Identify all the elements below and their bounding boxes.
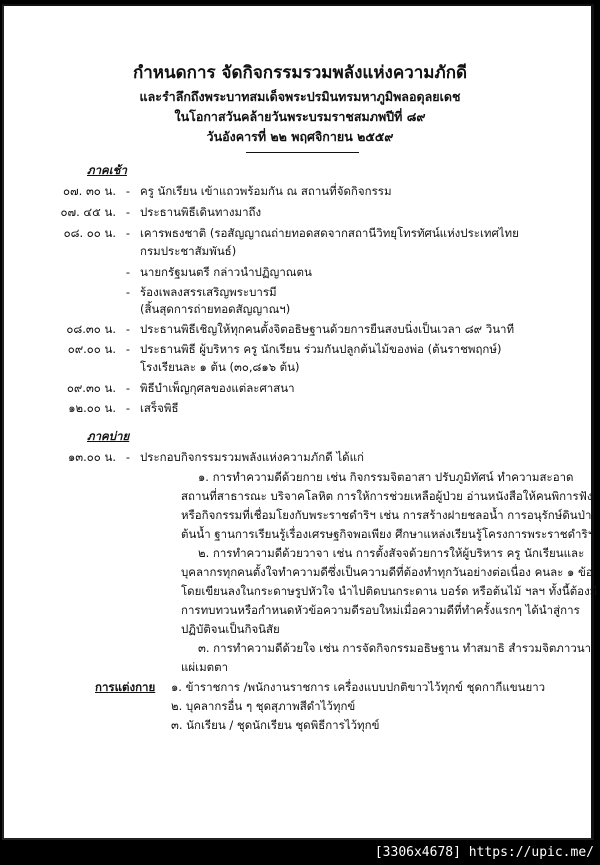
- schedule-text: เสร็จพิธี: [140, 401, 179, 415]
- afternoon-intro: ประกอบกิจกรรมรวมพลังแห่งความภักดี ได้แก่: [140, 450, 364, 464]
- schedule-text: ประธานพิธีเดินทางมาถึง: [140, 205, 262, 219]
- image-info-caption: [3306x4678] https://upic.me/: [374, 845, 594, 860]
- morning-heading: ภาคเช้า: [87, 163, 127, 177]
- subtitle-line-1: และรำลึกถึงพระบาทสมเด็จพระปรมินทรมหาภูมิพลอดุลยเดช: [139, 89, 461, 104]
- schedule-text: ร้องเพลงสรรเสริญพระบารมี: [140, 285, 277, 299]
- dress-heading: การแต่งกาย: [95, 680, 156, 694]
- schedule-text: โรงเรียนละ ๑ ต้น (๓๐,๘๑๖ ต้น): [140, 360, 300, 374]
- schedule-time: ๐๗. ๓๐ น.: [62, 184, 116, 198]
- activity-paragraph-line: แผ่เมตตา: [181, 660, 229, 674]
- schedule-text: นายกรัฐมนตรี กล่าวนำปฏิญาณตน: [140, 265, 312, 279]
- schedule-text: เคารพธงชาติ (รอสัญญาณถ่ายทอดสดจากสถานีวิทยุโทรทัศน์แห่งประเทศไทย: [140, 226, 519, 240]
- dash: -: [125, 450, 131, 464]
- dash: -: [125, 381, 131, 395]
- schedule-time: ๑๓.๐๐ น.: [67, 450, 116, 464]
- dash: -: [125, 342, 131, 356]
- dash: -: [125, 285, 131, 299]
- schedule-time: ๐๗. ๔๕ น.: [60, 205, 116, 219]
- afternoon-heading: ภาคบ่าย: [87, 429, 130, 443]
- schedule-time: ๐๘. ๐๐ น.: [63, 226, 116, 240]
- activity-paragraph-line: หรือกิจกรรมที่เชื่อมโยงกับพระราชดำริฯ เช่น การสร้างฝายชลอน้ำ การอนุรักษ์ดินป่า: [181, 508, 592, 522]
- activity-paragraph-line: โดยเขียนลงในกระดาษรูปหัวใจ นำไปติดบนกระดาน บอร์ด หรือต้นไม้ ฯลฯ ทั้งนี้ต้องมี: [181, 584, 598, 598]
- title-underline: [246, 152, 359, 153]
- activity-paragraph-line: ปฏิบัติจนเป็นกิจนิสัย: [181, 622, 280, 636]
- subtitle-line-2: ในโอกาสวันคล้ายวันพระบรมราชสมภพปีที่ ๘๙: [174, 109, 426, 124]
- dress-item: ๒. บุคลากรอื่น ๆ ชุดสุภาพสีดำไว้ทุกข์: [171, 699, 356, 713]
- activity-paragraph-line: บุคลากรทุกคนตั้งใจทำความดีซึ่งเป็นความดีที่ต้องทำทุกวันอย่างต่อเนื่อง คนละ ๑ ข้อ: [181, 565, 593, 579]
- activity-paragraph-line: สถานที่สาธารณะ บริจาคโลหิต การให้การช่วยเหลือผู้ป่วย อ่านหนังสือให้คนพิการฟัง: [181, 489, 593, 503]
- dash: -: [125, 226, 131, 240]
- activity-paragraph-line: ต้นน้ำ ฐานการเรียนรู้เรื่องเศรษฐกิจพอเพียง ศึกษาแหล่งเรียนรู้โครงการพระราชดำริฯ: [181, 527, 595, 541]
- schedule-text: พิธีบำเพ็ญกุศลของแต่ละศาสนา: [140, 381, 295, 395]
- dash: -: [125, 265, 131, 279]
- dress-item: ๓. นักเรียน / ชุดนักเรียน ชุดพิธีการไว้ทุกข์: [171, 718, 380, 732]
- dress-item: ๑. ข้าราชการ /พนักงานราชการ เครื่องแบบปกติขาวไว้ทุกข์ ชุดกากีแขนยาว: [171, 680, 546, 694]
- activity-paragraph-line: การทบทวนหรือกำหนดหัวข้อความดีรอบใหม่เมื่อความดีที่ทำครั้งแรกๆ ได้นำสู่การ: [181, 603, 580, 617]
- schedule-text: ครู นักเรียน เข้าแถวพร้อมกัน ณ สถานที่จัดกิจกรรม: [140, 184, 392, 198]
- dash: -: [125, 322, 131, 336]
- schedule-text: กรมประชาสัมพันธ์): [140, 244, 237, 258]
- document-title: กำหนดการ จัดกิจกรรมรวมพลังแห่งความภักดี: [132, 63, 468, 83]
- dash: -: [125, 205, 131, 219]
- subtitle-line-3: วันอังคารที่ ๒๒ พฤศจิกายน ๒๕๕๙: [206, 129, 394, 144]
- schedule-text: (สิ้นสุดการถ่ายทอดสัญญาณฯ): [140, 302, 291, 316]
- activity-paragraph-line: ๓. การทำความดีด้วยใจ เช่น การจัดกิจกรรมอธิษฐาน ทำสมาธิ สำรวมจิตภาวนา: [198, 641, 592, 655]
- dash: -: [125, 184, 131, 198]
- schedule-time: ๐๘.๓๐ น.: [66, 322, 116, 336]
- schedule-time: ๐๙.๐๐ น.: [67, 342, 116, 356]
- schedule-time: ๐๙.๓๐ น.: [66, 381, 116, 395]
- dash: -: [125, 401, 131, 415]
- schedule-time: ๑๒.๐๐ น.: [68, 401, 116, 415]
- activity-paragraph-line: ๒. การทำความดีด้วยวาจา เช่น การตั้งสัจจด้วยการให้ผู้บริหาร ครู นักเรียนและ: [198, 546, 585, 560]
- schedule-text: ประธานพิธี ผู้บริหาร ครู นักเรียน ร่วมกันปลูกต้นไม้ของพ่อ (ต้นราชพฤกษ์): [140, 342, 502, 356]
- schedule-text: ประธานพิธีเชิญให้ทุกคนตั้งจิตอธิษฐานด้วยการยืนสงบนิ่งเป็นเวลา ๘๙ วินาที: [140, 322, 515, 336]
- activity-paragraph-line: ๑. การทำความดีด้วยกาย เช่น กิจกรรมจิตอาสา ปรับภูมิทัศน์ ทำความสะอาด: [198, 470, 574, 484]
